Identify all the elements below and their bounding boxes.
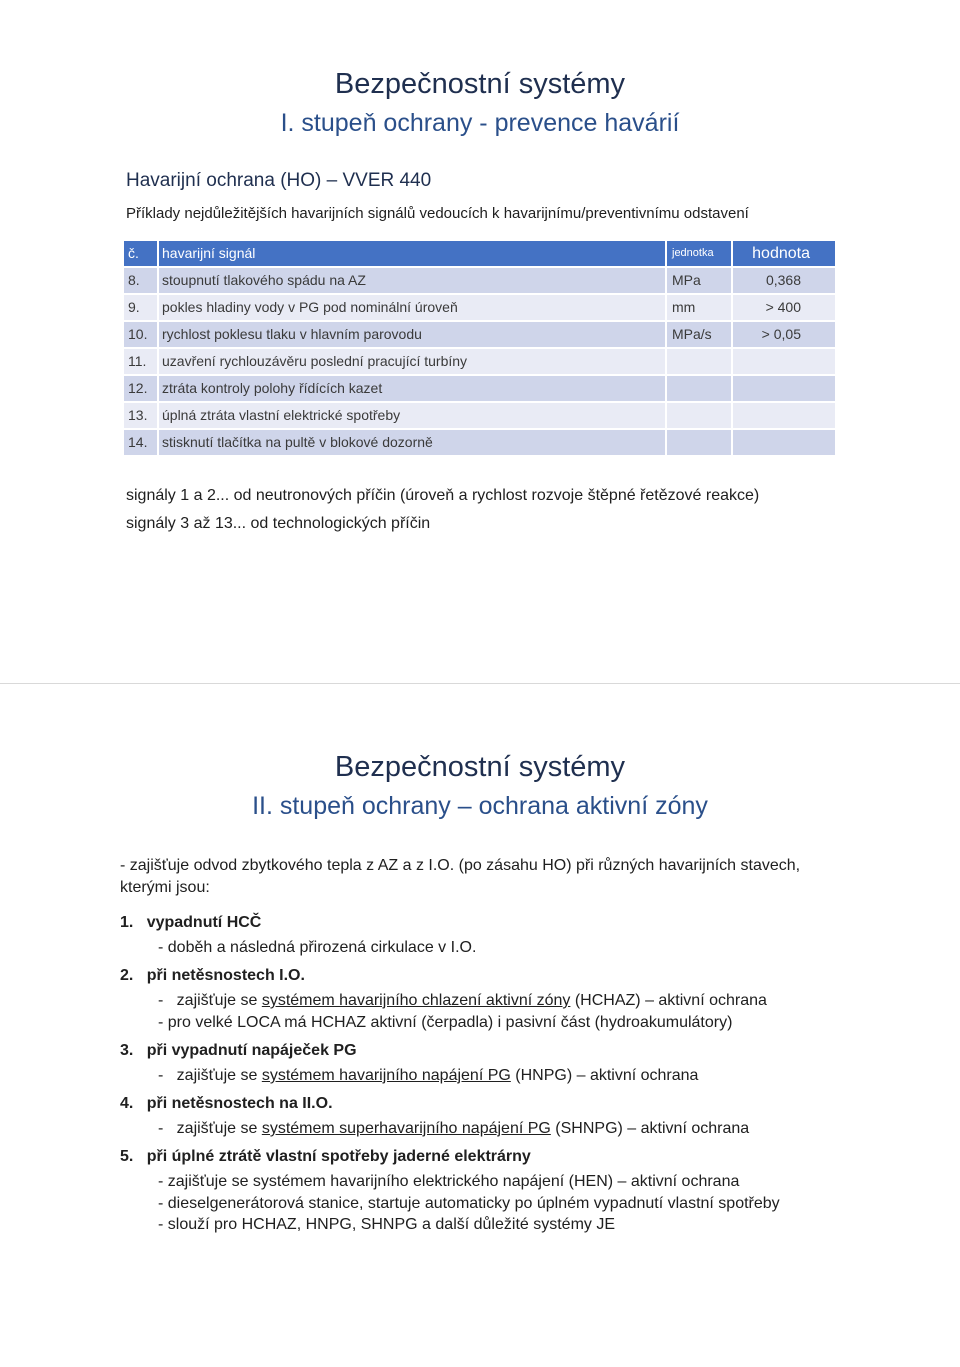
item-1-heading bbox=[120, 914, 261, 932]
slide-1-subtitle: I. stupeň ochrany - prevence havárií bbox=[280, 109, 680, 137]
table-row bbox=[124, 376, 835, 401]
item-title: vypadnutí HCČ bbox=[146, 914, 262, 931]
item-number: 2. bbox=[120, 967, 134, 984]
table-row bbox=[124, 295, 835, 320]
row-signal: rychlost poklesu tlaku v hlavním parovodu bbox=[159, 322, 665, 347]
row-num: 10. bbox=[124, 322, 157, 347]
item-number: 5. bbox=[120, 1148, 134, 1165]
header-unit: jednotka bbox=[667, 241, 731, 266]
note-signals-3-13: signály 3 až 13... od technologických příčin bbox=[126, 515, 431, 532]
row-value bbox=[733, 376, 835, 401]
row-unit bbox=[667, 349, 731, 374]
detail-prefix: - zajišťuje se bbox=[158, 1067, 262, 1084]
row-signal: úplná ztráta vlastní elektrické spotřeby bbox=[159, 403, 665, 428]
row-num: 12. bbox=[124, 376, 157, 401]
intro-line-2: kterými jsou: bbox=[120, 879, 210, 896]
item-2-detail-b: - pro velké LOCA má HCHAZ aktivní (čerpadla) i pasivní část (hydroakumulátory) bbox=[158, 1014, 733, 1031]
item-number: 3. bbox=[120, 1042, 134, 1059]
hchaz-system-link: systémem havarijního chlazení aktivní zóny bbox=[261, 992, 571, 1009]
slide-2-subtitle: II. stupeň ochrany – ochrana aktivní zóny bbox=[252, 792, 708, 820]
item-1-detail-a: - doběh a následná přirozená cirkulace v I.O. bbox=[158, 939, 477, 956]
item-4-detail-a bbox=[158, 1120, 749, 1138]
row-unit bbox=[667, 376, 731, 401]
row-value bbox=[733, 403, 835, 428]
header-value: hodnota bbox=[733, 241, 835, 266]
row-unit bbox=[667, 430, 731, 455]
intro-text: Příklady nejdůležitějších havarijních signálů vedoucích k havarijnímu/preventivnímu odstavení bbox=[126, 205, 749, 222]
item-number: 1. bbox=[120, 914, 134, 931]
row-value: > 400 bbox=[733, 295, 835, 320]
table-row bbox=[124, 430, 835, 455]
detail-suffix: (HNPG) – aktivní ochrana bbox=[510, 1067, 699, 1084]
intro-line-1: - zajišťuje odvod zbytkového tepla z AZ a z I.O. (po zásahu HO) při různých havarijních stavech, bbox=[120, 857, 801, 874]
slide-1-title: Bezpečnostní systémy bbox=[334, 68, 626, 100]
header-num: č. bbox=[124, 241, 157, 266]
item-3-heading bbox=[120, 1042, 357, 1060]
row-value: 0,368 bbox=[733, 268, 835, 293]
item-title: při netěsnostech na II.O. bbox=[146, 1095, 333, 1112]
hnpg-system-link: systémem havarijního napájení PG bbox=[261, 1067, 511, 1084]
table-row bbox=[124, 268, 835, 293]
item-2-detail-a bbox=[158, 992, 767, 1010]
item-2-heading bbox=[120, 967, 305, 985]
row-num: 13. bbox=[124, 403, 157, 428]
row-num: 11. bbox=[124, 349, 157, 374]
detail-prefix: - zajišťuje se bbox=[158, 1120, 262, 1137]
header-signal: havarijní signál bbox=[159, 241, 665, 266]
slide-2-title: Bezpečnostní systémy bbox=[334, 751, 626, 783]
row-unit bbox=[667, 403, 731, 428]
slide-2 bbox=[0, 684, 960, 1367]
item-title: při netěsnostech I.O. bbox=[146, 967, 305, 984]
item-title: při úplné ztrátě vlastní spotřeby jaderné elektrárny bbox=[146, 1148, 531, 1165]
row-unit: MPa/s bbox=[667, 322, 731, 347]
row-value bbox=[733, 430, 835, 455]
item-title: při vypadnutí napáječek PG bbox=[146, 1042, 357, 1059]
row-signal: uzavření rychlouzávěru poslední pracující turbíny bbox=[159, 349, 665, 374]
detail-suffix: (SHNPG) – aktivní ochrana bbox=[550, 1120, 750, 1137]
row-signal: stisknutí tlačítka na pultě v blokové dozorně bbox=[159, 430, 665, 455]
item-3-detail-a bbox=[158, 1067, 698, 1085]
item-5-detail-c: - slouží pro HCHAZ, HNPG, SHNPG a další důležité systémy JE bbox=[158, 1216, 616, 1233]
row-signal: stoupnutí tlakového spádu na AZ bbox=[159, 268, 665, 293]
row-value bbox=[733, 349, 835, 374]
table-row bbox=[124, 349, 835, 374]
item-number: 4. bbox=[120, 1095, 134, 1112]
table-row bbox=[124, 322, 835, 347]
row-num: 9. bbox=[124, 295, 157, 320]
row-signal: pokles hladiny vody v PG pod nominální úroveň bbox=[159, 295, 665, 320]
row-signal: ztráta kontroly polohy řídících kazet bbox=[159, 376, 665, 401]
note-signals-1-2: signály 1 a 2... od neutronových příčin (úroveň a rychlost rozvoje štěpné řetězové reakce) bbox=[126, 487, 760, 504]
item-5-heading bbox=[120, 1148, 531, 1166]
section-heading: Havarijní ochrana (HO) – VVER 440 bbox=[126, 170, 432, 191]
shnpg-system-link: systémem superhavarijního napájení PG bbox=[261, 1120, 551, 1137]
item-5-detail-a: - zajišťuje se systémem havarijního elektrického napájení (HEN) – aktivní ochrana bbox=[158, 1173, 740, 1190]
detail-prefix: - zajišťuje se bbox=[158, 992, 262, 1009]
row-unit: mm bbox=[667, 295, 731, 320]
table-header-row bbox=[124, 241, 835, 266]
row-value: > 0,05 bbox=[733, 322, 835, 347]
row-num: 8. bbox=[124, 268, 157, 293]
item-5-detail-b: - dieselgenerátorová stanice, startuje automaticky po úplném vypadnutí vlastní spotřeby bbox=[158, 1195, 780, 1212]
item-4-heading bbox=[120, 1095, 333, 1113]
table-row bbox=[124, 403, 835, 428]
row-num: 14. bbox=[124, 430, 157, 455]
row-unit: MPa bbox=[667, 268, 731, 293]
detail-suffix: (HCHAZ) – aktivní ochrana bbox=[570, 992, 767, 1009]
